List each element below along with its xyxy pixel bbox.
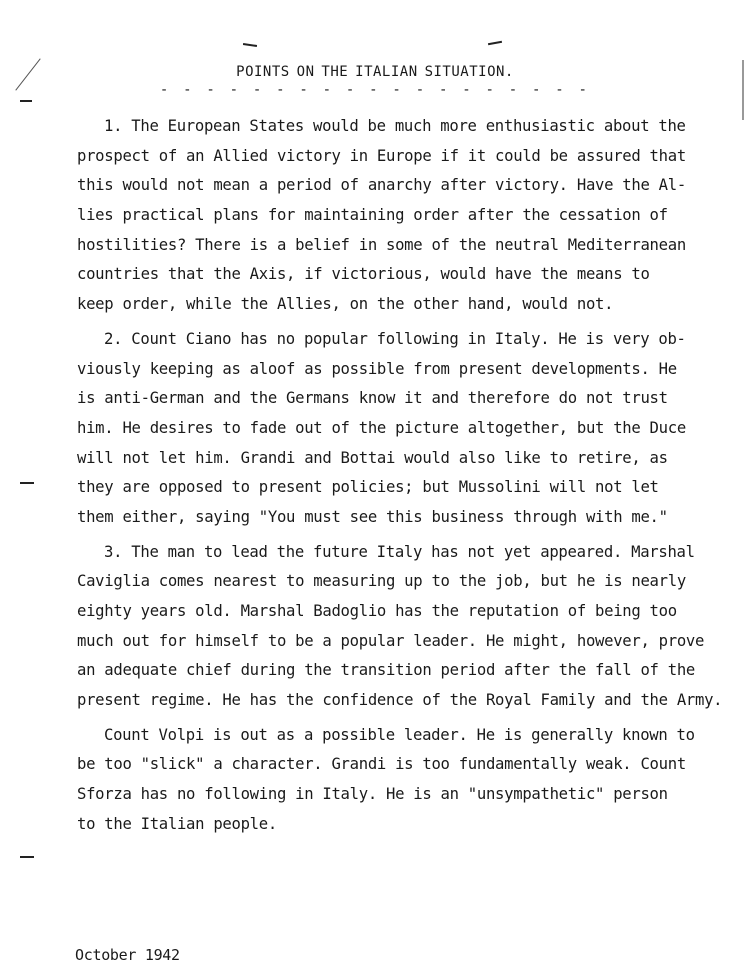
- text-line: is anti-German and the Germans know it and therefore do not trust: [77, 389, 668, 408]
- text-line: prospect of an Allied victory in Europe if it could be assured that: [77, 146, 686, 165]
- scan-mark-top-right: [488, 41, 502, 45]
- text-line: 1. The European States would be much more enthusiastic about the: [104, 117, 686, 135]
- paragraph-1: [77, 114, 737, 322]
- paragraph-3: [77, 540, 737, 718]
- text-line: will not let him. Grandi and Bottai would also like to retire, as: [77, 448, 668, 467]
- scan-mark-top-left: [243, 43, 257, 47]
- document-body: [77, 114, 737, 847]
- text-line: them either, saying "You must see this business through with me.": [77, 507, 668, 526]
- document-date: October 1942: [75, 946, 180, 964]
- text-line: much out for himself to be a popular leader. He might, however, prove: [77, 631, 705, 650]
- scan-mark-left-2: [20, 482, 34, 484]
- text-line: Count Volpi is out as a possible leader. He is generally known to: [104, 725, 695, 744]
- text-line: be too "slick" a character. Grandi is too fundamentally weak. Count: [77, 755, 686, 774]
- text-line: 3. The man to lead the future Italy has not yet appeared. Marshal: [104, 542, 695, 561]
- scan-mark-left-1: [20, 100, 32, 102]
- scan-mark-left-3: [20, 856, 34, 858]
- paragraph-4: [77, 723, 737, 842]
- text-line: to the Italian people.: [77, 814, 277, 833]
- text-line: Caviglia comes nearest to measuring up to the job, but he is nearly: [77, 572, 686, 591]
- document-title: POINTS ON THE ITALIAN SITUATION.: [236, 64, 514, 80]
- text-line: eighty years old. Marshal Badoglio has the reputation of being too: [77, 602, 677, 620]
- title-underline: - - - - - - - - - - - - - - - - - - -: [159, 82, 591, 98]
- text-line: Sforza has no following in Italy. He is an "unsympathetic" person: [77, 785, 668, 804]
- text-line: an adequate chief during the transition period after the fall of the: [77, 661, 696, 680]
- text-line: keep order, while the Allies, on the other hand, would not.: [77, 295, 614, 314]
- text-line: countries that the Axis, if victorious, would have the means to: [77, 265, 650, 284]
- text-line: this would not mean a period of anarchy after victory. Have the Al-: [77, 176, 686, 195]
- text-line: 2. Count Ciano has no popular following in Italy. He is very ob-: [104, 329, 686, 348]
- text-line: hostilities? There is a belief in some of the neutral Mediterranean: [77, 235, 686, 254]
- text-line: him. He desires to fade out of the picture altogether, but the Duce: [77, 418, 686, 437]
- paragraph-2: [77, 327, 737, 535]
- text-line: viously keeping as aloof as possible from present developments. He: [77, 359, 677, 378]
- text-line: they are opposed to present policies; but Mussolini will not let: [77, 478, 659, 497]
- text-line: present regime. He has the confidence of the Royal Family and the Army.: [77, 691, 723, 710]
- text-line: lies practical plans for maintaining order after the cessation of: [77, 206, 668, 225]
